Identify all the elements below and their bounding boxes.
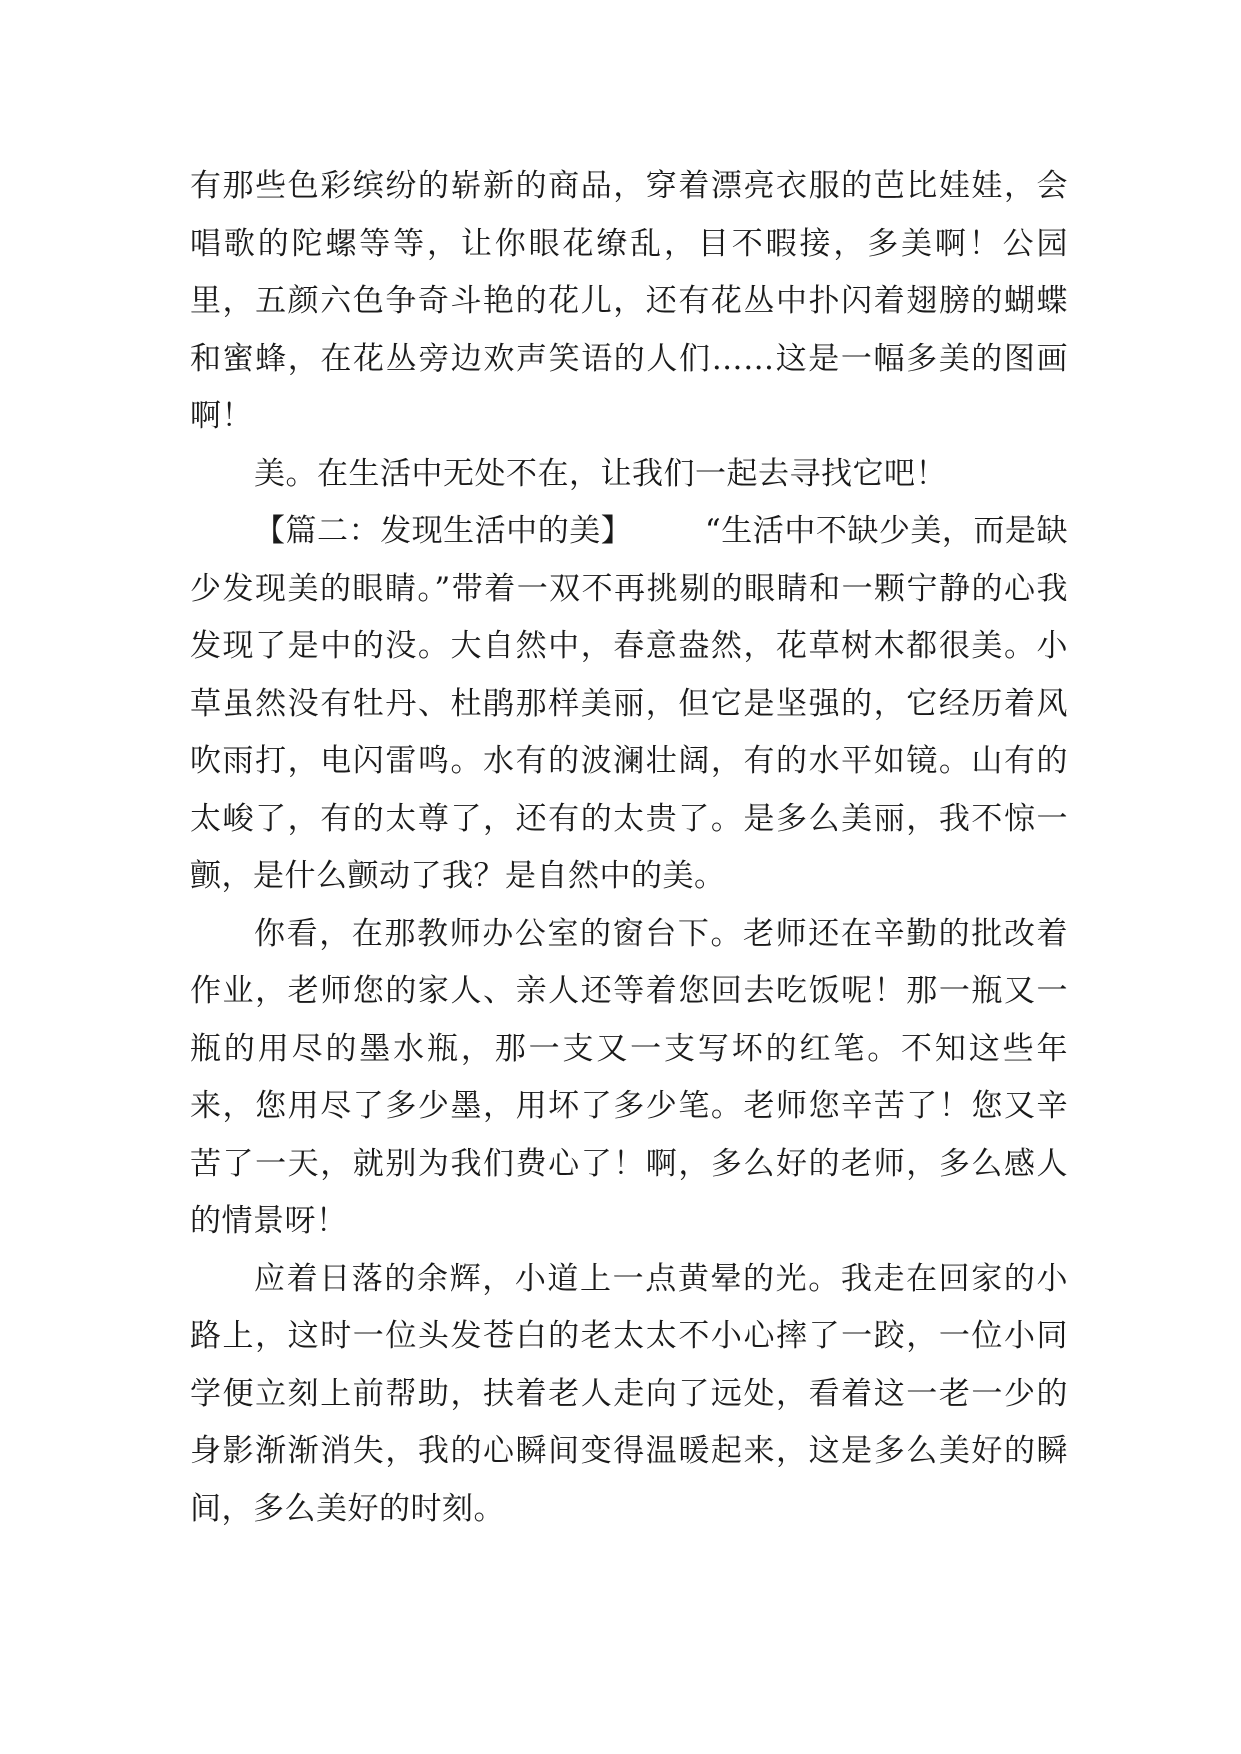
- paragraph-5: [190, 1251, 1068, 1539]
- paragraph-1-text: 有那些色彩缤纷的崭新的商品，穿着漂亮衣服的芭比娃娃，会唱歌的陀螺等等，让你眼花缭乱，目不暇接，多美啊！公园里，五颜六色争奇斗艳的花儿，还有花丛中扑闪着翅膀的蝴蝶和蜜蜂，在花丛旁边欢声笑语的人们……这是一幅多美的图画啊！: [190, 168, 1068, 434]
- paragraph-2-text: 美。在生活中无处不在，让我们一起去寻找它吧！: [254, 455, 947, 492]
- paragraph-4-text: 你看，在那教师办公室的窗台下。老师还在辛勤的批改着作业，老师您的家人、亲人还等着您回去吃饭呢！那一瓶又一瓶的用尽的墨水瓶，那一支又一支写坏的红笔。不知这些年来，您用尽了多少墨，用坏了多少笔。老师您辛苦了！您又辛苦了一天，就别为我们费心了！啊，多么好的老师，多么感人的情景呀！: [190, 915, 1068, 1239]
- document-body: [190, 158, 1068, 1538]
- paragraph-5-text: 应着日落的余辉，小道上一点黄晕的光。我走在回家的小路上，这时一位头发苍白的老太太不小心摔了一跤，一位小同学便立刻上前帮助，扶着老人走向了远处，看着这一老一少的身影渐渐消失，我的心瞬间变得温暖起来，这是多么美好的瞬间，多么美好的时刻。: [190, 1260, 1068, 1527]
- paragraph-1: [190, 158, 1068, 446]
- paragraph-4: [190, 906, 1068, 1251]
- paragraph-3-text: “生活中不缺少美，而是缺少发现美的眼睛。”带着一双不再挑剔的眼睛和一颗宁静的心我发现了是中的没。大自然中，春意盎然，花草树木都很美。小草虽然没有牡丹、杜鹃那样美丽，但它是坚强的，它经历着风吹雨打，电闪雷鸣。水有的波澜壮阔，有的水平如镜。山有的太峻了，有的太尊了，还有的太贵了。是多么美丽，我不惊一颤，是什么颤动了我？是自然中的美。: [190, 513, 1068, 894]
- paragraph-3: [190, 503, 1068, 906]
- paragraph-2: [190, 446, 1068, 504]
- section-heading: 【篇二：发现生活中的美】: [254, 513, 633, 549]
